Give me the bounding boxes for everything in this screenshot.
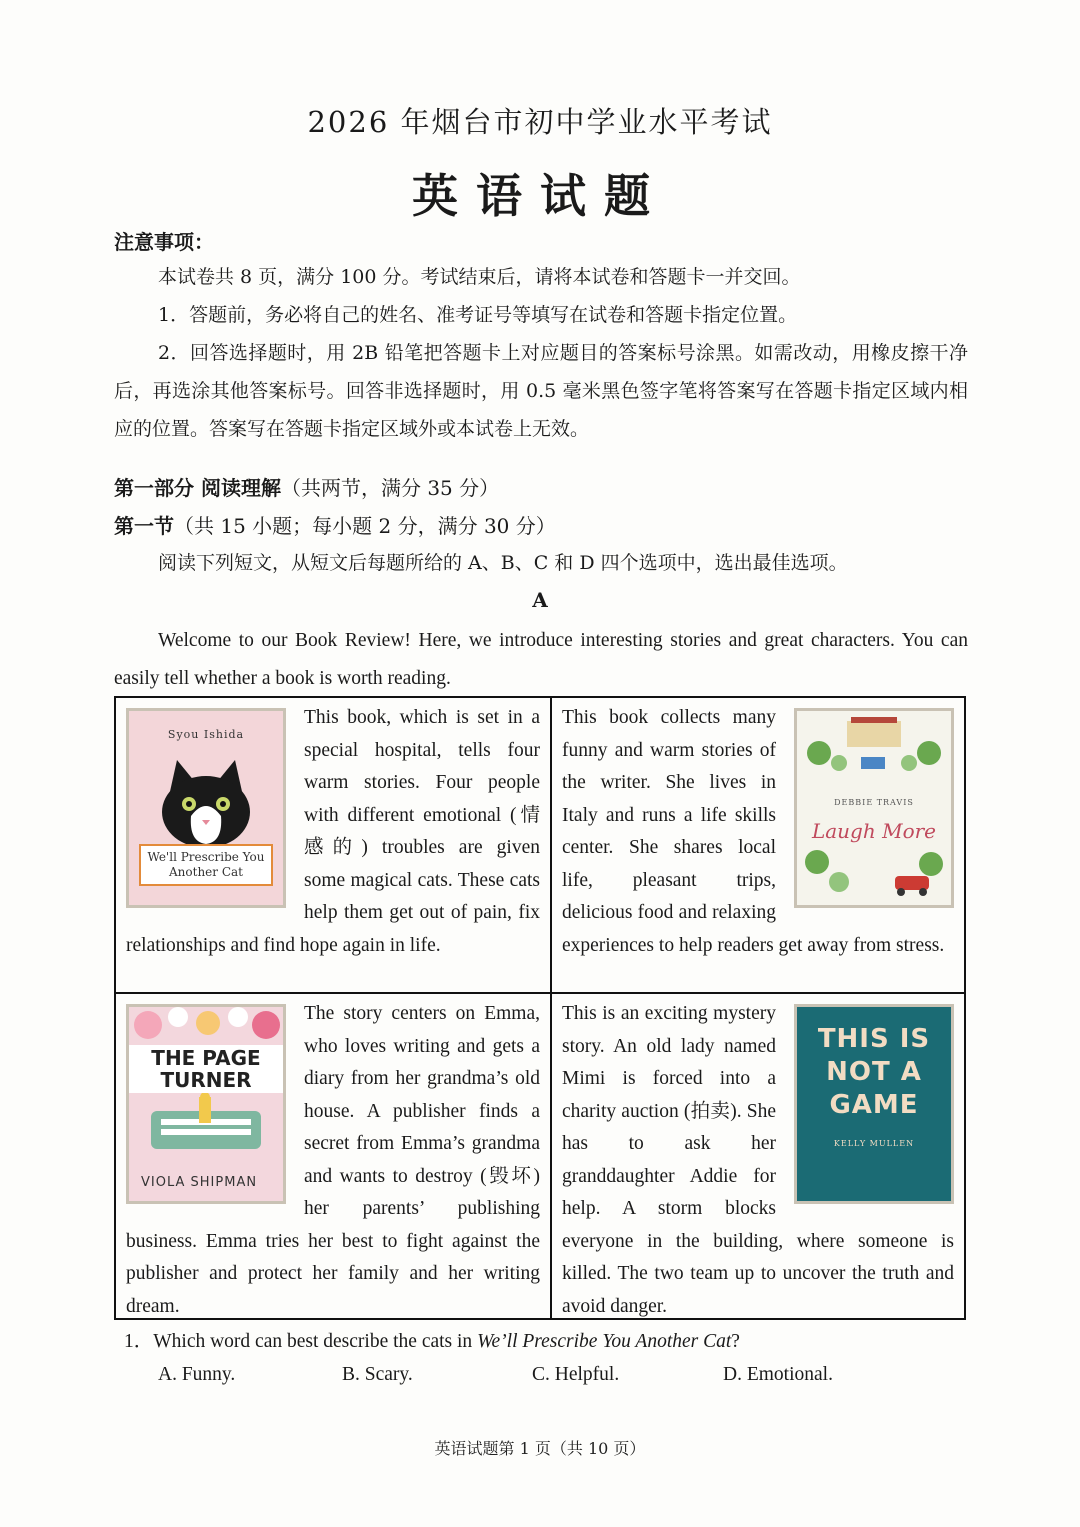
book-description-3: The story centers on Emma, who loves writing and gets a diary from her grandma’s old house. A publisher finds a secret from Emma’s grandma and wants to destroy (毁坏) her parents’ publishing business. Emma tries her best to fight against the publisher and protect her family and her writing dream. — [126, 1003, 540, 1317]
option-b[interactable]: B. Scary. — [342, 1364, 413, 1385]
notes-heading: 注意事项： — [114, 230, 214, 254]
cover-author-wrap — [141, 1093, 271, 1199]
cover-title: Laugh More — [811, 818, 937, 843]
book-review-table — [114, 696, 966, 1320]
section1-heading-bold: 第一节 — [114, 514, 174, 538]
question-1 — [124, 1326, 740, 1358]
cover-title: We'll Prescribe You Another Cat — [139, 844, 273, 886]
book-cover-page-turner — [126, 1004, 286, 1204]
question-1-book-title: We’ll Prescribe You Another Cat — [477, 1331, 732, 1352]
subject-title: 英语试题 — [412, 169, 668, 223]
book-description-1: This book, which is set in a special hospital, tells four warm stories. Four people with different emotional (情感的) troubles are given some magical cats. These cats help them get out of pain, fix relationships and find hope again in life. — [126, 707, 540, 956]
option-c[interactable]: C. Helpful. — [532, 1364, 620, 1385]
cover-author: VIOLA SHIPMAN — [141, 1174, 258, 1190]
question-1-suffix: ? — [731, 1331, 740, 1352]
book-description-4: This is an exciting mystery story. An old lady named Mimi is forced into a charity auction (拍卖). She has to ask her granddaughter Addie for help. A storm blocks everyone in the building, where someone is killed. The two team up to uncover the truth and avoid danger. — [562, 1003, 954, 1317]
cover-author: Syou Ishida — [167, 728, 245, 741]
book-cover-not-a-game — [794, 1004, 954, 1204]
vine-illustration-icon — [799, 713, 949, 783]
part1-heading-rest: （共两节，满分 35 分） — [280, 476, 500, 500]
cover-author: DEBBIE TRAVIS — [834, 798, 914, 807]
leaves-illustration-icon — [799, 842, 949, 902]
passage-letter: A — [532, 588, 548, 612]
book-description-2: This book collects many funny and warm stories of the writer. She lives in Italy and runs a life skills center. She shares local life, pleasant trips, delicious food and relaxing experiences to help readers get away from stress. — [562, 707, 945, 956]
book-cell-2 — [552, 698, 964, 994]
notes-line-0: 本试卷共 8 页，满分 100 分。考试结束后，请将本试卷和答题卡一并交回。 — [158, 266, 801, 288]
question-1-prefix: 1．Which word can best describe the cats in — [124, 1331, 478, 1352]
book-cell-4 — [552, 994, 964, 1318]
option-d[interactable]: D. Emotional. — [723, 1364, 833, 1385]
section1-heading — [114, 510, 556, 539]
cat-illustration-icon — [151, 756, 261, 848]
book-cover-laugh-more — [794, 708, 954, 908]
exam-title: 2026 年烟台市初中学业水平考试 — [307, 105, 773, 139]
book-cover-cat — [126, 708, 286, 908]
cover-title: THIS IS NOT A GAME — [817, 1024, 931, 1120]
passage-intro: Welcome to our Book Review! Here, we introduce interesting stories and great characters. You can easily tell whether a book is worth reading. — [114, 630, 968, 689]
typewriter-icon — [141, 1093, 271, 1153]
notes-line-1: 1．答题前，务必将自己的姓名、准考证号等填写在试卷和答题卡指定位置。 — [158, 304, 798, 326]
part1-heading — [114, 472, 499, 501]
part1-heading-bold: 第一部分 阅读理解 — [114, 476, 281, 500]
section1-heading-rest: （共 15 小题；每小题 2 分，满分 30 分） — [174, 514, 556, 538]
cover-title: THE PAGE TURNER — [129, 1045, 283, 1093]
option-a[interactable]: A. Funny. — [158, 1364, 236, 1385]
book-cell-3 — [116, 994, 552, 1318]
section1-instruction: 阅读下列短文，从短文后每题所给的 A、B、C 和 D 四个选项中，选出最佳选项。 — [158, 552, 848, 574]
cover-author: KELLY MULLEN — [833, 1139, 915, 1148]
book-cell-1 — [116, 698, 552, 994]
notes-line-2: 2．回答选择题时，用 2B 铅笔把答题卡上对应题目的答案标号涂黑。如需改动，用橡皮擦干净后，再选涂其他答案标号。回答非选择题时，用 0.5 毫米黑色签字笔将答案写在答题卡指定区域内相应的位置。答案写在答题卡指定区域外或本试卷上无效。 — [114, 342, 968, 440]
page-footer: 英语试题第 1 页（共 10 页） — [434, 1439, 646, 1458]
flowers-illustration-icon — [128, 1007, 284, 1047]
